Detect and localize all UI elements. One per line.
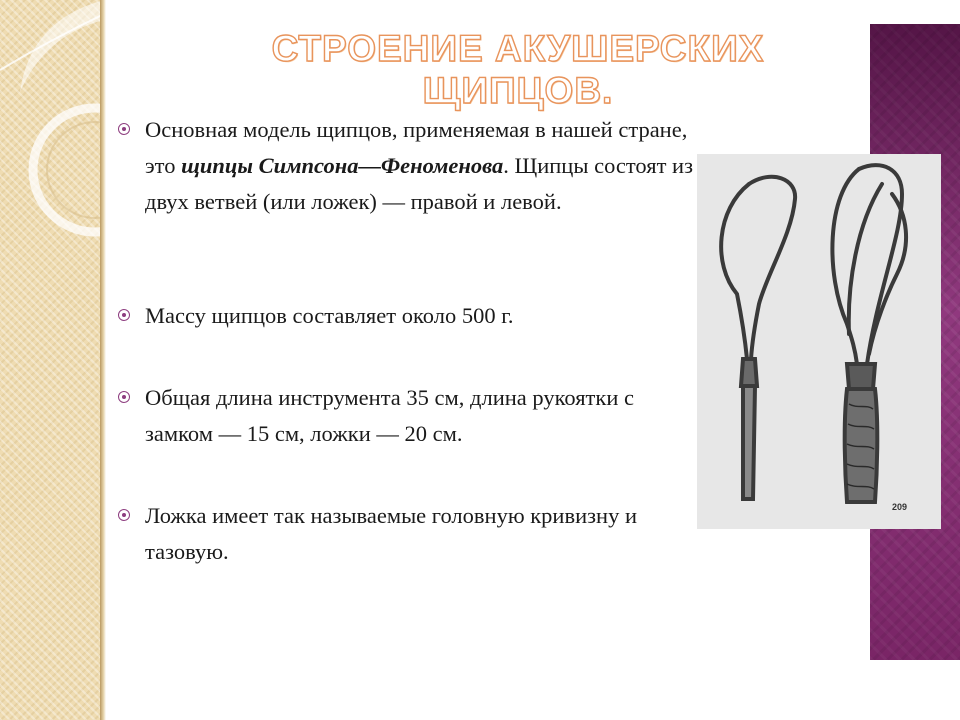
bullet-text: Общая длина инструмента 35 см, длина рукоятки с замком — 15 см, ложки — 20 см.	[145, 385, 634, 446]
bullet-icon	[118, 123, 130, 135]
bullet-text: Основная модель щипцов, применяемая в нашей стране, это щипцы Симпсона—Феноменова. Щипцы состоят из двух ветвей (или ложек) — правой и левой.	[145, 117, 693, 214]
bullet-item-curvature	[118, 498, 698, 570]
bullet-icon	[118, 309, 130, 321]
bullet-item-mass	[118, 298, 698, 334]
bullet-icon	[118, 509, 130, 521]
emphasis-forceps-name: щипцы Симпсона—Феноменова	[181, 153, 504, 178]
bullet-icon	[118, 391, 130, 403]
slide-title: СТРОЕНИЕ АКУШЕРСКИХ ЩИПЦОВ.	[271, 28, 765, 111]
forceps-drawing	[697, 154, 941, 529]
figure-number: 209	[891, 502, 907, 512]
decorative-left-band	[0, 0, 104, 720]
bullet-item-model	[118, 112, 698, 220]
bullet-text: Массу щипцов составляет около 500 г.	[145, 303, 514, 328]
bullet-item-length	[118, 380, 698, 452]
forceps-illustration	[697, 154, 941, 529]
band-edge	[100, 0, 106, 720]
bullet-text: Ложка имеет так называемые головную кривизну и тазовую.	[145, 503, 637, 564]
decorative-swirl	[0, 0, 104, 720]
